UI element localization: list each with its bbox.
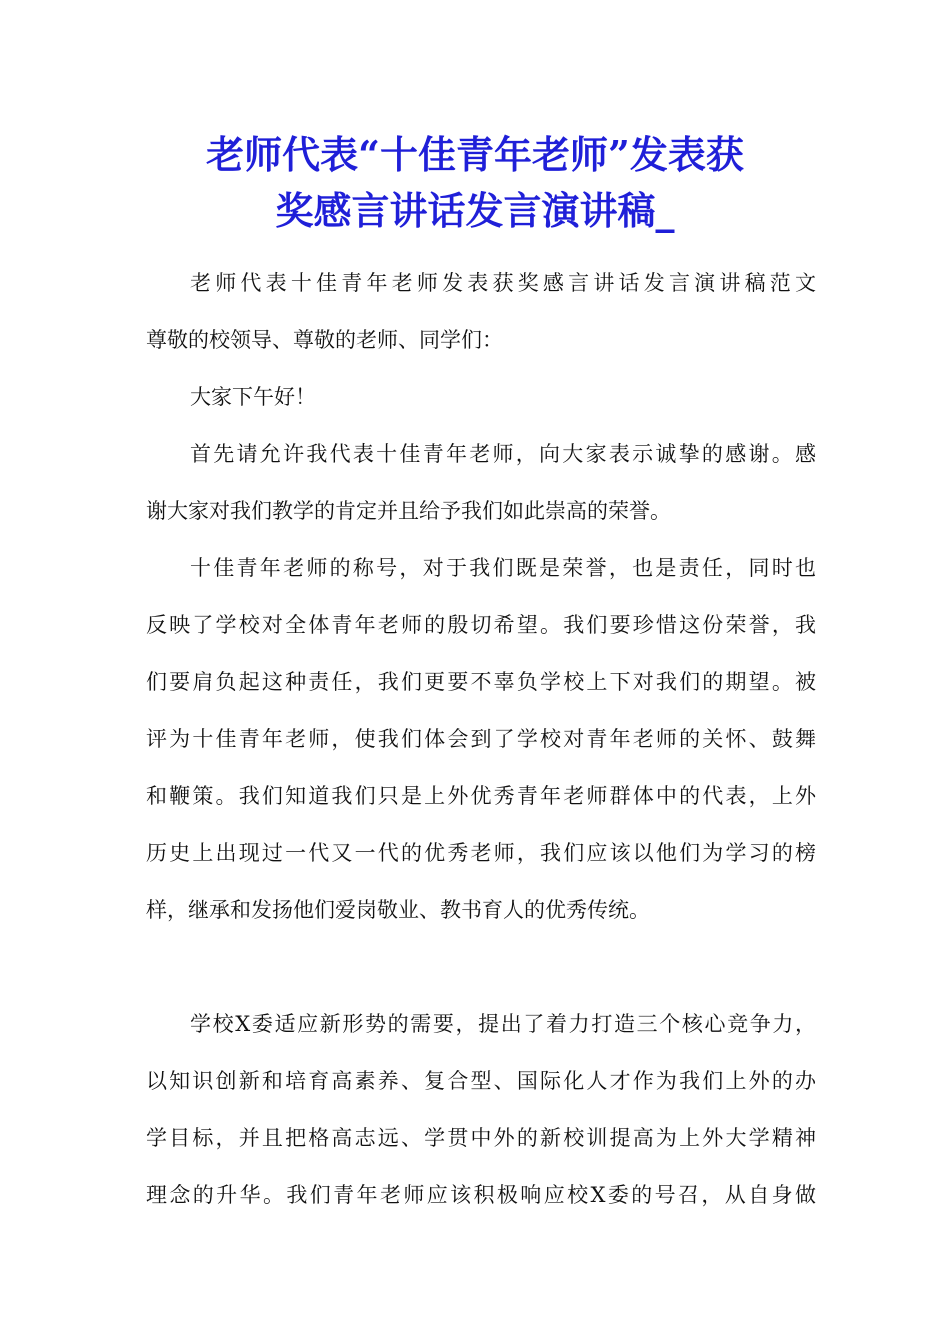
paragraph-line: 们要肩负起这种责任，我们更要不辜负学校上下对我们的期望。被 bbox=[146, 670, 816, 694]
paragraph-line: 历史上出现过一代又一代的优秀老师，我们应该以他们为学习的榜 bbox=[146, 841, 816, 865]
document-title-line-2: 奖感言讲话发言演讲稿_ bbox=[275, 188, 675, 233]
paragraph-line: 评为十佳青年老师，使我们体会到了学校对青年老师的关怀、鼓舞 bbox=[146, 727, 816, 751]
paragraph-line: 学校X委适应新形势的需要，提出了着力打造三个核心竞争力， bbox=[190, 1012, 816, 1036]
paragraph-line: 样，继承和发扬他们爱岗敬业、教书育人的优秀传统。 bbox=[146, 898, 650, 922]
paragraph-line: 理念的升华。我们青年老师应该积极响应校X委的号召，从自身做 bbox=[146, 1183, 816, 1207]
paragraph-line: 学目标，并且把格高志远、学贯中外的新校训提高为上外大学精神 bbox=[146, 1126, 816, 1150]
paragraph-line: 首先请允许我代表十佳青年老师，向大家表示诚挚的感谢。感 bbox=[190, 442, 816, 466]
greeting-line: 大家下午好！ bbox=[190, 385, 316, 409]
subtitle-line: 老师代表十佳青年老师发表获奖感言讲话发言演讲稿范文 bbox=[190, 271, 816, 295]
paragraph-line: 和鞭策。我们知道我们只是上外优秀青年老师群体中的代表，上外 bbox=[146, 784, 816, 808]
paragraph-line: 以知识创新和培育高素养、复合型、国际化人才作为我们上外的办 bbox=[146, 1069, 816, 1093]
document-title-line-1: 老师代表“十佳青年老师”发表获 bbox=[206, 132, 744, 177]
salutation-line: 尊敬的校领导、尊敬的老师、同学们： bbox=[146, 328, 503, 352]
paragraph-line: 反映了学校对全体青年老师的殷切希望。我们要珍惜这份荣誉，我 bbox=[146, 613, 816, 637]
paragraph-line: 谢大家对我们教学的肯定并且给予我们如此崇高的荣誉。 bbox=[146, 499, 671, 523]
paragraph-line: 十佳青年老师的称号，对于我们既是荣誉，也是责任，同时也 bbox=[190, 556, 816, 580]
